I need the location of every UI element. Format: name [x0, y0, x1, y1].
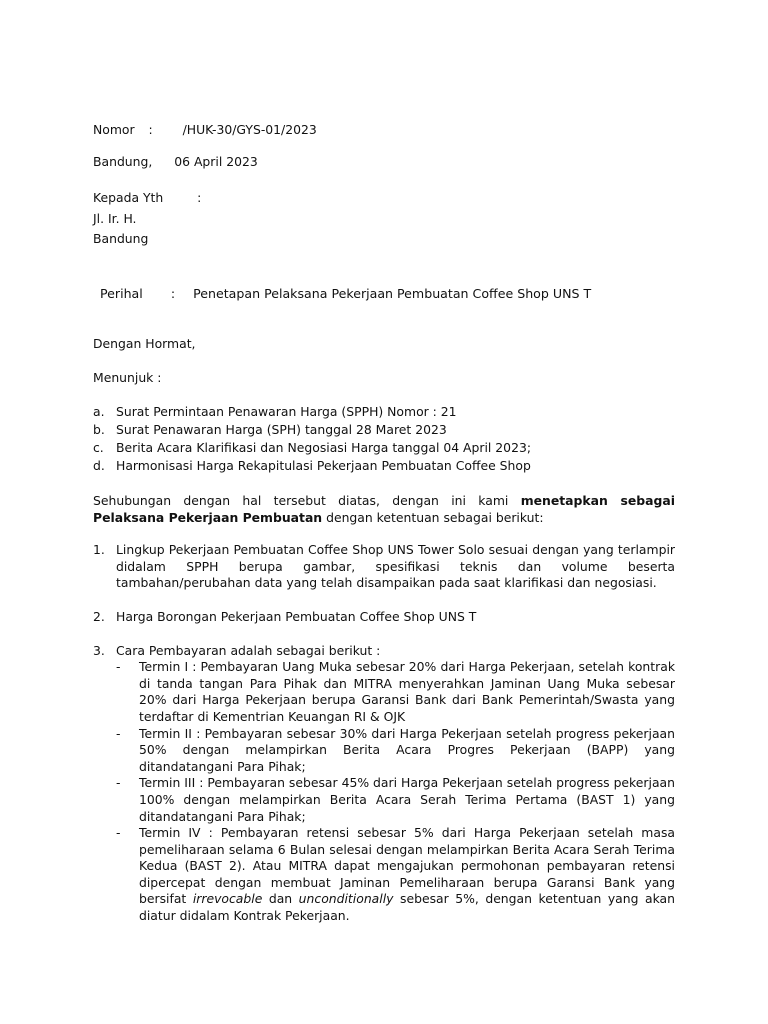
address-line-2: Bandung	[93, 231, 149, 246]
nomor-separator: :	[148, 122, 153, 137]
list-text: Surat Penawaran Harga (SPH) tanggal 28 Maret 2023	[116, 422, 447, 437]
nomor-line	[93, 121, 675, 138]
list-text: Berita Acara Klarifikasi dan Negosiasi Harga tanggal 04 April 2023;	[116, 440, 532, 455]
term-marker: -	[116, 825, 121, 841]
term-text-part: dan	[262, 891, 299, 907]
reference-list	[93, 403, 675, 474]
subject-line	[93, 285, 675, 302]
list-text: Cara Pembayaran adalah sebagai berikut :	[116, 642, 381, 658]
term-text: Termin III : Pembayaran sebesar 45% dari Harga Pekerjaan setelah progress pekerjaan 100% dengan melampirkan Berita Acara Serah Terima Pertama (BAST 1) yang ditandatangani Para Pihak;	[139, 775, 675, 824]
subject-text: Penetapan Pelaksana Pekerjaan Pembuatan Coffee Shop UNS T	[193, 286, 592, 301]
list-text: Harga Borongan Pekerjaan Pembuatan Coffee Shop UNS T	[116, 608, 477, 624]
list-marker: b.	[93, 422, 105, 437]
term-text-part: Termin IV : Pembayaran retensi sebesar 5% dari Harga Pekerjaan setelah masa pemeliharaan selama 6 Bulan selesai dengan melampirkan Berita Acara Serah Terima Kedua (BAST 2). Atau MITRA dapat mengajukan permohonan pembayaran retensi dipercepat dengan membuat Jaminan Pemeliharaan berupa Garansi Bank yang bersifat	[139, 825, 675, 907]
list-item	[93, 439, 675, 456]
list-item	[93, 542, 675, 592]
term-item	[116, 726, 675, 776]
nomor-label: Nomor	[93, 122, 135, 137]
payment-terms-list	[116, 659, 675, 925]
place-text: Bandung,	[93, 154, 153, 169]
subject-separator: :	[170, 286, 176, 301]
term-item	[116, 659, 675, 725]
term-text: Termin II : Pembayaran sebesar 30% dari Harga Pekerjaan setelah progress pekerjaan 50% dengan melampirkan Berita Acara Progres Pekerjaan (BAPP) yang ditandatangani Para Pihak;	[139, 725, 675, 774]
intro-text-before: Sehubungan dengan hal tersebut diatas, dengan ini kami	[93, 493, 521, 508]
list-item	[93, 609, 675, 626]
intro-text-after: dengan ketentuan sebagai berikut:	[322, 509, 544, 525]
term-item	[116, 825, 675, 925]
term-text: Termin I : Pembayaran Uang Muka sebesar 20% dari Harga Pekerjaan, setelah kontrak di tanda tangan Para Pihak dan MITRA menyerahkan Jaminan Uang Muka sebesar 20% dari Harga Pekerjaan berupa Garansi Bank dari Bank Pemerintah/Swasta yang terdaftar di Kementrian Keuangan RI & OJK	[139, 659, 675, 724]
list-text: Harmonisasi Harga Rekapitulasi Pekerjaan Pembuatan Coffee Shop	[116, 458, 531, 473]
list-item	[93, 421, 675, 438]
term-text	[139, 825, 675, 925]
list-item	[93, 643, 675, 925]
term-marker: -	[116, 775, 121, 791]
intro-paragraph	[93, 493, 675, 526]
intro-text-bold: menetapkan sebagai Pelaksana Pekerjaan Pembuatan	[93, 493, 675, 525]
date-line	[93, 153, 675, 170]
letter-document	[93, 121, 675, 925]
list-item	[93, 403, 675, 420]
list-item	[93, 457, 675, 474]
term-marker: -	[116, 659, 121, 675]
list-marker: 3.	[93, 642, 105, 658]
term-text-italic: irrevocable	[192, 891, 263, 907]
term-text-part: sebesar 5%, dengan ketentuan yang akan diatur didalam Kontrak Pekerjaan.	[139, 891, 675, 924]
term-item	[116, 775, 675, 825]
address-line-1: Jl. Ir. H.	[93, 211, 137, 226]
numbered-list	[93, 542, 675, 924]
recipient-line	[93, 189, 675, 206]
subject-label: Perihal	[100, 286, 143, 301]
list-marker: 2.	[93, 608, 105, 624]
list-text: Surat Permintaan Penawaran Harga (SPPH) Nomor : 21	[116, 404, 457, 419]
recipient-label: Kepada Yth	[93, 190, 164, 205]
term-marker: -	[116, 725, 121, 741]
term-text-italic: unconditionally	[298, 891, 394, 907]
list-marker: a.	[93, 404, 105, 419]
list-marker: c.	[93, 440, 104, 455]
reference-label: Menunjuk :	[93, 370, 162, 385]
list-text: Lingkup Pekerjaan Pembuatan Coffee Shop UNS Tower Solo sesuai dengan yang terlampir didalam SPPH berupa gambar, spesifikasi teknis dan volume beserta tambahan/perubahan data yang telah disampaikan pada saat klarifikasi dan negosiasi.	[116, 542, 675, 591]
nomor-value: /HUK-30/GYS-01/2023	[182, 122, 317, 137]
greeting: Dengan Hormat,	[93, 336, 196, 351]
list-marker: 1.	[93, 542, 105, 558]
date-text: 06 April 2023	[174, 154, 258, 169]
list-marker: d.	[93, 458, 105, 473]
recipient-separator: :	[197, 190, 202, 205]
